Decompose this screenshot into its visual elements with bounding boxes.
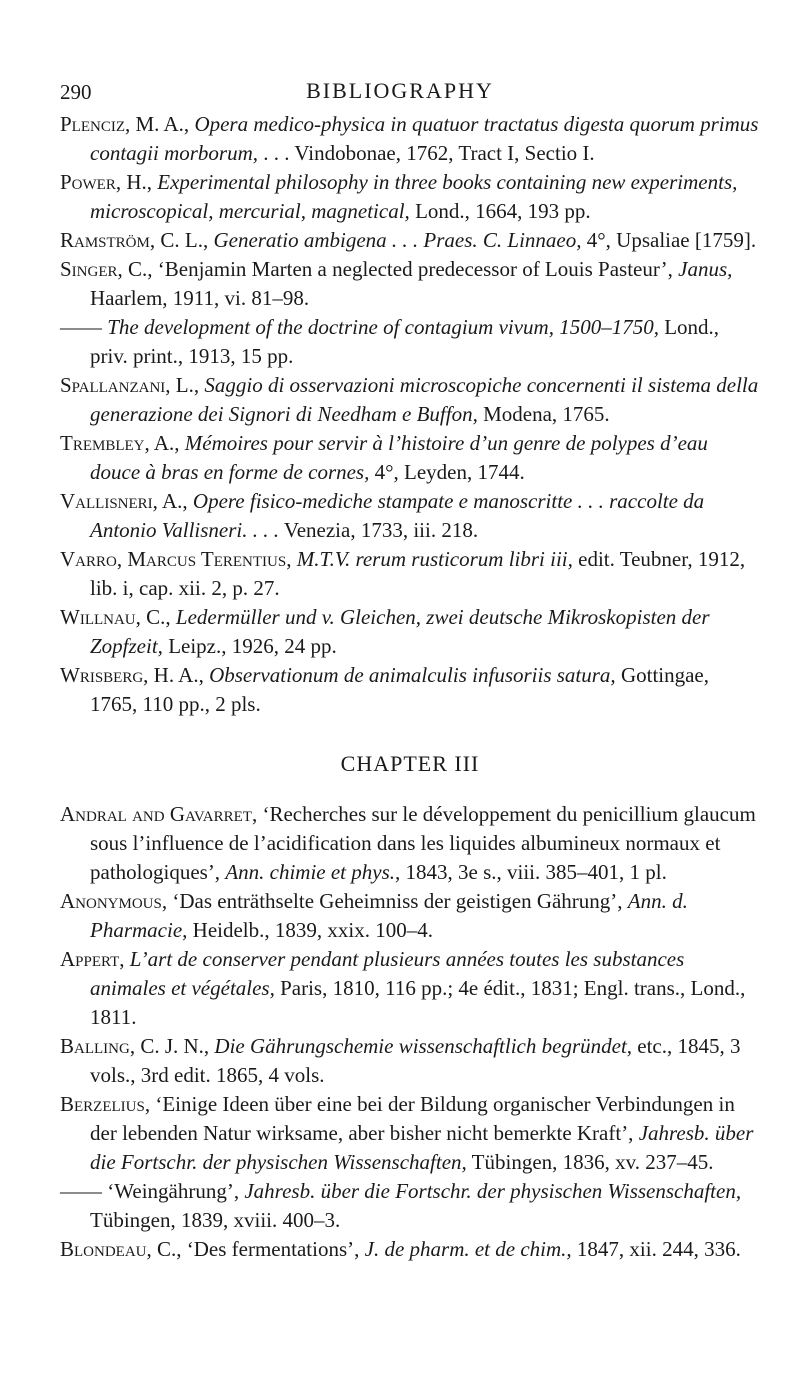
entry-author: Willnau, C., [60, 605, 171, 629]
entry-author: Power, H., [60, 170, 153, 194]
bib-entry-ramstrom [60, 226, 760, 255]
bib-entry-power [60, 168, 760, 226]
entry-details: Modena, 1765. [477, 402, 610, 426]
entry-details: etc., 1845, 3 vols., 3rd edit. 1865, 4 vols. [90, 1034, 741, 1087]
bib-entry-vallisneri [60, 487, 760, 545]
chapter-title: CHAPTER III [340, 751, 480, 776]
bib-entry-varro [60, 545, 760, 603]
entry-author: Spallanzani, L., [60, 373, 200, 397]
entry-title: Jahresb. über die Fortschr. der physischen Wissenschaften, [90, 1121, 754, 1174]
entry-details: Lond., 1664, 193 pp. [409, 199, 591, 223]
entry-author: Singer, C., [60, 257, 153, 281]
bib-entry-balling [60, 1032, 760, 1090]
page-number: 290 [60, 80, 92, 104]
entry-details: . . . Vindobonae, 1762, Tract I, Sectio I. [258, 141, 595, 165]
bibliography-section-1 [60, 110, 760, 719]
entry-title: Opere fisico-mediche stampate e manoscritte . . . raccolte da Antonio Vallisneri. . . . [90, 489, 705, 542]
entry-title: Ann. chimie et phys., [225, 860, 401, 884]
bib-entry-andral [60, 800, 760, 887]
entry-article: ‘Das enträthselte Geheimniss der geistigen Gährung’, [167, 889, 628, 913]
bib-entry-willnau [60, 603, 760, 661]
entry-author: Appert, [60, 947, 125, 971]
bib-entry-berzelius [60, 1090, 760, 1177]
bib-entry-wrisberg [60, 661, 760, 719]
entry-author: Ramström, C. L., [60, 228, 209, 252]
entry-article: ‘Weingährung’, [102, 1179, 245, 1203]
bibliography-section-2 [60, 800, 760, 1264]
entry-author: Wrisberg, H. A., [60, 663, 204, 687]
entry-title: Saggio di osservazioni microscopiche concernenti il sistema della generazione dei Signori di Needham e Buffon, [90, 373, 759, 426]
entry-title: Ann. d. Pharmacie, [90, 889, 688, 942]
bibliography-body [60, 110, 760, 1264]
running-head: BIBLIOGRAPHY [306, 78, 494, 103]
entry-details: Lond., priv. print., 1913, 15 pp. [90, 315, 720, 368]
entry-author: Varro, Marcus Terentius, [60, 547, 292, 571]
entry-details: Paris, 1810, 116 pp.; 4e édit., 1831; Engl. trans., Lond., 1811. [90, 976, 746, 1029]
bib-entry-berzelius-2 [60, 1177, 760, 1235]
entry-details: Heidelb., 1839, xxix. 100–4. [187, 918, 433, 942]
entry-title: Mémoires pour servir à l’histoire d’un genre de polypes d’eau douce à bras en forme de cornes, [90, 431, 708, 484]
bib-entry-anonymous [60, 887, 760, 945]
entry-title: M.T.V. rerum rusticorum libri iii, [296, 547, 573, 571]
bib-entry-spallanzani [60, 371, 760, 429]
bib-entry-trembley [60, 429, 760, 487]
entry-title: Jahresb. über die Fortschr. der physischen Wissenschaften, [244, 1179, 742, 1203]
bib-entry-blondeau [60, 1235, 760, 1264]
entry-article: ‘Recherches sur le développement du penicillium glaucum sous l’influence de l’acidification dans les liquides albumineux normaux et pathologiques’, [90, 802, 756, 884]
entry-author: Andral and Gavarret, [60, 802, 258, 826]
bib-entry-singer-2 [60, 313, 760, 371]
entry-author: Vallisneri, A., [60, 489, 188, 513]
entry-author: Trembley, A., [60, 431, 180, 455]
entry-details: Gottingae, 1765, 110 pp., 2 pls. [90, 663, 709, 716]
entry-article: ‘Des fermentations’, [181, 1237, 365, 1261]
entry-title: Die Gährungschemie wissenschaftlich begründet, [214, 1034, 633, 1058]
entry-details: Venezia, 1733, iii. 218. [279, 518, 479, 542]
entry-author: Berzelius, [60, 1092, 151, 1116]
bib-entry-appert [60, 945, 760, 1032]
entry-details: 1847, xii. 244, 336. [571, 1237, 741, 1261]
entry-author: —— [60, 315, 102, 339]
entry-title: Ledermüller und v. Gleichen, zwei deutsche Mikroskopisten der Zopfzeit, [90, 605, 710, 658]
entry-author: —— [60, 1179, 102, 1203]
entry-author: Blondeau, C., [60, 1237, 182, 1261]
entry-title: Opera medico-physica in quatuor tractatus digesta quorum primus contagii morborum, [90, 112, 759, 165]
entry-details: Haarlem, 1911, vi. 81–98. [90, 286, 310, 310]
entry-title: The development of the doctrine of contagium vivum, 1500–1750, [107, 315, 659, 339]
entry-details: edit. Teubner, 1912, lib. i, cap. xii. 2, p. 27. [90, 547, 746, 600]
entry-details: 4°, Leyden, 1744. [369, 460, 525, 484]
entry-details: Tübingen, 1839, xviii. 400–3. [90, 1208, 341, 1232]
entry-details: Tübingen, 1836, xv. 237–45. [466, 1150, 714, 1174]
entry-article: ‘Benjamin Marten a neglected predecessor of Louis Pasteur’, [152, 257, 679, 281]
entry-author: Anonymous, [60, 889, 168, 913]
entry-title: Generatio ambigena . . . Praes. C. Linnaeo, [213, 228, 582, 252]
entry-title: J. de pharm. et de chim., [364, 1237, 572, 1261]
entry-author: Plenciz, M. A., [60, 112, 190, 136]
entry-details: 4°, Upsaliae [1759]. [581, 228, 757, 252]
entry-author: Balling, C. J. N., [60, 1034, 210, 1058]
entry-title: Observationum de animalculis infusoriis satura, [209, 663, 616, 687]
entry-title: Janus, [678, 257, 733, 281]
entry-details: Leipz., 1926, 24 pp. [162, 634, 337, 658]
entry-article: ‘Einige Ideen über eine bei der Bildung organischer Verbindungen in der lebenden Natur wirksame, aber bisher nicht bemerkte Kraft’, [90, 1092, 735, 1145]
bib-entry-plenciz [60, 110, 760, 168]
entry-title: L’art de conserver pendant plusieurs années toutes les substances animales et végétales, [90, 947, 685, 1000]
entry-title: Experimental philosophy in three books containing new experiments, microscopical, mercurial, magnetical, [90, 170, 738, 223]
entry-details: 1843, 3e s., viii. 385–401, 1 pl. [400, 860, 667, 884]
bib-entry-singer [60, 255, 760, 313]
